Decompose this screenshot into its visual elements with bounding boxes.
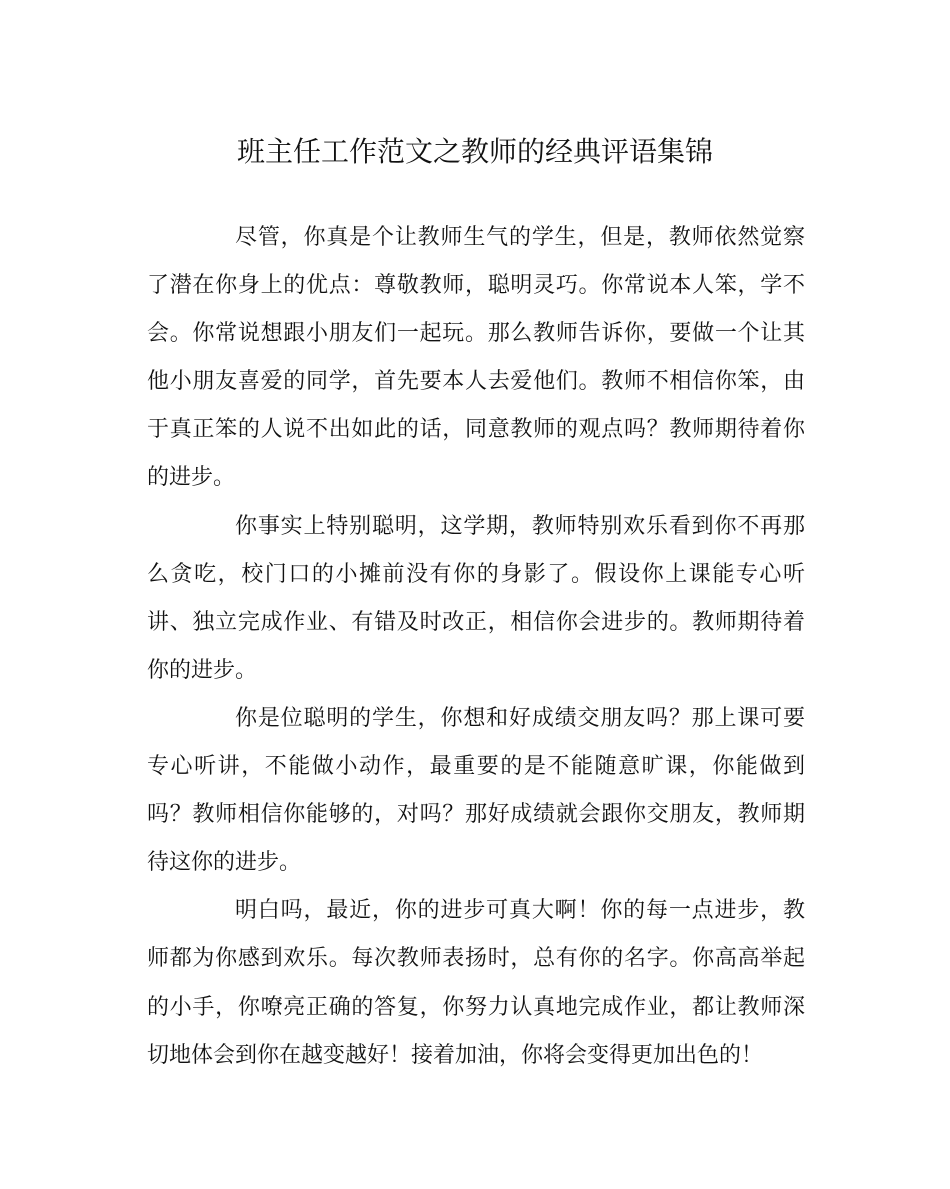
- paragraph-2: 你事实上特别聪明，这学期，教师特别欢乐看到你不再那么贪吃，校门口的小摊前没有你的身影了。假设你上课能专心听讲、独立完成作业、有错及时改正，相信你会进步的。教师期待着你的进步。: [147, 513, 805, 683]
- paragraph-1: 尽管，你真是个让教师生气的学生，但是，教师依然觉察了潜在你身上的优点：尊敬教师，聪明灵巧。你常说本人笨，学不会。你常说想跟小朋友们一起玩。那么教师告诉你，要做一个让其他小朋友喜爱的同学，首先要本人去爱他们。教师不相信你笨，由于真正笨的人说不出如此的话，同意教师的观点吗？教师期待着你的进步。: [147, 225, 805, 491]
- document-title: 班主任工作范文之教师的经典评语集锦: [236, 135, 713, 168]
- paragraph-3: 你是位聪明的学生，你想和好成绩交朋友吗？那上课可要专心听讲，不能做小动作，最重要的是不能随意旷课，你能做到吗？教师相信你能够的，对吗？那好成绩就会跟你交朋友，教师期待这你的进步。: [147, 705, 805, 876]
- paragraph-4: 明白吗，最近，你的进步可真大啊！你的每一点进步，教师都为你感到欢乐。每次教师表扬时，总有你的名字。你高高举起的小手，你嘹亮正确的答复，你努力认真地完成作业，都让教师深切地体会到你在越变越好！接着加油，你将会变得更加出色的！: [147, 898, 805, 1068]
- document-body: [147, 214, 805, 1080]
